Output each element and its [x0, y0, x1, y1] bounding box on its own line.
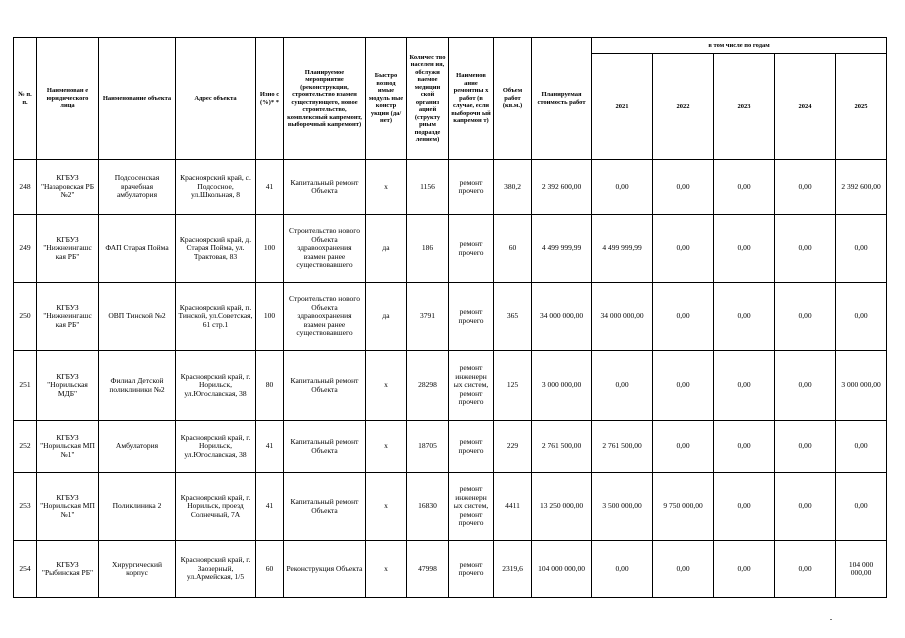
- scan-speck: [830, 619, 832, 620]
- cell-address: Красноярский край, г. Норильск, ул.Югославская, 38: [176, 421, 256, 473]
- cell-address: Красноярский край, г. Норильск, проезд Солнечный, 7А: [176, 473, 256, 541]
- table-row: [14, 541, 887, 598]
- cell-planned-measure: Капитальный ремонт Объекта: [284, 160, 366, 215]
- cell-legal-entity: КГБУЗ "Рыбинская РБ": [37, 541, 99, 598]
- cell-year-amount: 0,00: [653, 421, 714, 473]
- cell-repair-type: ремонт прочего: [449, 541, 494, 598]
- cell-num: 253: [14, 473, 37, 541]
- cell-cost: 3 000 000,00: [532, 351, 592, 421]
- cell-modular: х: [366, 473, 407, 541]
- cell-cost: 34 000 000,00: [532, 283, 592, 351]
- cell-modular: х: [366, 541, 407, 598]
- cell-object-name: Хирургический корпус: [99, 541, 176, 598]
- header-year: 2022: [653, 54, 714, 160]
- cell-address: Красноярский край, д. Старая Пойма, ул. Трактовая, 83: [176, 215, 256, 283]
- header-object-name: Наименование объекта: [99, 38, 176, 160]
- cell-year-amount: 2 761 500,00: [592, 421, 653, 473]
- cell-cost: 13 250 000,00: [532, 473, 592, 541]
- cell-object-name: ОВП Тинской №2: [99, 283, 176, 351]
- cell-population: 3791: [407, 283, 449, 351]
- cell-legal-entity: КГБУЗ "Норильская МП №1": [37, 473, 99, 541]
- cell-year-amount: 9 750 000,00: [653, 473, 714, 541]
- cell-wear: 41: [256, 473, 284, 541]
- cell-repair-type: ремонт инженерн ых систем, ремонт прочего: [449, 351, 494, 421]
- cell-year-amount: 0,00: [592, 351, 653, 421]
- cell-population: 16830: [407, 473, 449, 541]
- header-cost: Планируемая стоимость работ: [532, 38, 592, 160]
- cell-wear: 41: [256, 421, 284, 473]
- cell-legal-entity: КГБУЗ "Норильская МДБ": [37, 351, 99, 421]
- header-address: Адрес объекта: [176, 38, 256, 160]
- cell-object-name: ФАП Старая Пойма: [99, 215, 176, 283]
- cell-year-amount: 0,00: [653, 283, 714, 351]
- cell-year-amount: 0,00: [775, 160, 836, 215]
- header-year: 2021: [592, 54, 653, 160]
- cell-legal-entity: КГБУЗ "Нижнеингашс кая РБ": [37, 215, 99, 283]
- header-year: 2024: [775, 54, 836, 160]
- cell-year-amount: 3 500 000,00: [592, 473, 653, 541]
- cell-num: 248: [14, 160, 37, 215]
- header-legal-entity: Наименован е юридического лица: [37, 38, 99, 160]
- cell-year-amount: 34 000 000,00: [592, 283, 653, 351]
- cell-wear: 100: [256, 215, 284, 283]
- cell-cost: 104 000 000,00: [532, 541, 592, 598]
- cell-year-amount: 0,00: [836, 421, 887, 473]
- cell-modular: да: [366, 215, 407, 283]
- cell-year-amount: 0,00: [714, 351, 775, 421]
- cell-modular: да: [366, 283, 407, 351]
- cell-year-amount: 0,00: [775, 283, 836, 351]
- cell-volume: 4411: [494, 473, 532, 541]
- cell-num: 250: [14, 283, 37, 351]
- cell-wear: 41: [256, 160, 284, 215]
- cell-year-amount: 4 499 999,99: [592, 215, 653, 283]
- cell-volume: 229: [494, 421, 532, 473]
- cell-num: 254: [14, 541, 37, 598]
- cell-legal-entity: КГБУЗ "Нижнеингашс кая РБ": [37, 283, 99, 351]
- cell-wear: 80: [256, 351, 284, 421]
- table-body: [14, 160, 887, 598]
- header-years-title: в том числе по годам: [592, 38, 887, 54]
- cell-repair-type: ремонт инженерн ых систем, ремонт прочего: [449, 473, 494, 541]
- cell-num: 251: [14, 351, 37, 421]
- cell-cost: 4 499 999,99: [532, 215, 592, 283]
- cell-cost: 2 392 600,00: [532, 160, 592, 215]
- cell-population: 28298: [407, 351, 449, 421]
- header-volume: Объем работ (кв.м.): [494, 38, 532, 160]
- cell-volume: 2319,6: [494, 541, 532, 598]
- header-planned-measure: Планируемое мероприятие (реконструкция, строительство взамен существующего, новое строительство, комплексный капремонт, выборочный капремонт): [284, 38, 366, 160]
- investment-program-table: [13, 37, 887, 598]
- cell-year-amount: 0,00: [653, 541, 714, 598]
- cell-repair-type: ремонт прочего: [449, 160, 494, 215]
- cell-volume: 60: [494, 215, 532, 283]
- cell-address: Красноярский край, с. Подсосное, ул.Школьная, 8: [176, 160, 256, 215]
- cell-year-amount: 3 000 000,00: [836, 351, 887, 421]
- cell-year-amount: 0,00: [592, 160, 653, 215]
- cell-volume: 380,2: [494, 160, 532, 215]
- header-year: 2025: [836, 54, 887, 160]
- table-row: [14, 215, 887, 283]
- cell-year-amount: 0,00: [775, 351, 836, 421]
- cell-wear: 100: [256, 283, 284, 351]
- table-row: [14, 473, 887, 541]
- cell-year-amount: 0,00: [836, 283, 887, 351]
- cell-modular: х: [366, 160, 407, 215]
- cell-address: Красноярский край, г. Заозерный, ул.Армейская, 1/5: [176, 541, 256, 598]
- table-row: [14, 421, 887, 473]
- cell-year-amount: 104 000 000,00: [836, 541, 887, 598]
- cell-year-amount: 0,00: [653, 160, 714, 215]
- cell-planned-measure: Реконструкция Объекта: [284, 541, 366, 598]
- cell-modular: х: [366, 421, 407, 473]
- cell-year-amount: 0,00: [775, 541, 836, 598]
- cell-legal-entity: КГБУЗ "Норильская МП №1": [37, 421, 99, 473]
- cell-wear: 60: [256, 541, 284, 598]
- cell-modular: х: [366, 351, 407, 421]
- cell-object-name: Поликлиника 2: [99, 473, 176, 541]
- cell-repair-type: ремонт прочего: [449, 215, 494, 283]
- cell-volume: 125: [494, 351, 532, 421]
- header-wear: Изно с (%)* *: [256, 38, 284, 160]
- cell-num: 252: [14, 421, 37, 473]
- cell-repair-type: ремонт прочего: [449, 421, 494, 473]
- cell-address: Красноярский край, п. Тинской, ул.Советская, 61 стр.1: [176, 283, 256, 351]
- cell-year-amount: 0,00: [836, 215, 887, 283]
- cell-object-name: Подсосенская врачебная амбулатория: [99, 160, 176, 215]
- header-num: № п. п.: [14, 38, 37, 160]
- cell-year-amount: 2 392 600,00: [836, 160, 887, 215]
- cell-planned-measure: Капитальный ремонт Объекта: [284, 351, 366, 421]
- cell-year-amount: 0,00: [714, 283, 775, 351]
- cell-year-amount: 0,00: [714, 215, 775, 283]
- table-row: [14, 351, 887, 421]
- cell-year-amount: 0,00: [775, 473, 836, 541]
- cell-year-amount: 0,00: [714, 421, 775, 473]
- header-repair-type: Наименов ание ремонтны х работ (в случае, если выборочн ый капремон т): [449, 38, 494, 160]
- cell-year-amount: 0,00: [653, 351, 714, 421]
- cell-year-amount: 0,00: [775, 215, 836, 283]
- cell-planned-measure: Капитальный ремонт Объекта: [284, 421, 366, 473]
- cell-object-name: Филиал Детской поликлиники №2: [99, 351, 176, 421]
- cell-year-amount: 0,00: [714, 541, 775, 598]
- cell-year-amount: 0,00: [592, 541, 653, 598]
- cell-planned-measure: Строительство нового Объекта здравоохранения взамен ранее существовавшего: [284, 215, 366, 283]
- header-population: Количес тво населен ия, обслужи ваемое медицин ской организ ацией (структу рным подразде лением): [407, 38, 449, 160]
- cell-object-name: Амбулатория: [99, 421, 176, 473]
- header-year: 2023: [714, 54, 775, 160]
- cell-planned-measure: Капитальный ремонт Объекта: [284, 473, 366, 541]
- cell-address: Красноярский край, г. Норильск, ул.Югославская, 38: [176, 351, 256, 421]
- cell-volume: 365: [494, 283, 532, 351]
- cell-legal-entity: КГБУЗ "Назаровская РБ №2": [37, 160, 99, 215]
- cell-year-amount: 0,00: [653, 215, 714, 283]
- cell-planned-measure: Строительство нового Объекта здравоохранения взамен ранее существовавшего: [284, 283, 366, 351]
- cell-year-amount: 0,00: [836, 473, 887, 541]
- cell-population: 186: [407, 215, 449, 283]
- cell-cost: 2 761 500,00: [532, 421, 592, 473]
- cell-population: 47998: [407, 541, 449, 598]
- cell-year-amount: 0,00: [775, 421, 836, 473]
- cell-repair-type: ремонт прочего: [449, 283, 494, 351]
- table-row: [14, 283, 887, 351]
- cell-population: 18705: [407, 421, 449, 473]
- cell-population: 1156: [407, 160, 449, 215]
- header-modular: Быстро возвод имые модуль ные констр укции (да/нет): [366, 38, 407, 160]
- cell-year-amount: 0,00: [714, 473, 775, 541]
- table-row: [14, 160, 887, 215]
- cell-year-amount: 0,00: [714, 160, 775, 215]
- cell-num: 249: [14, 215, 37, 283]
